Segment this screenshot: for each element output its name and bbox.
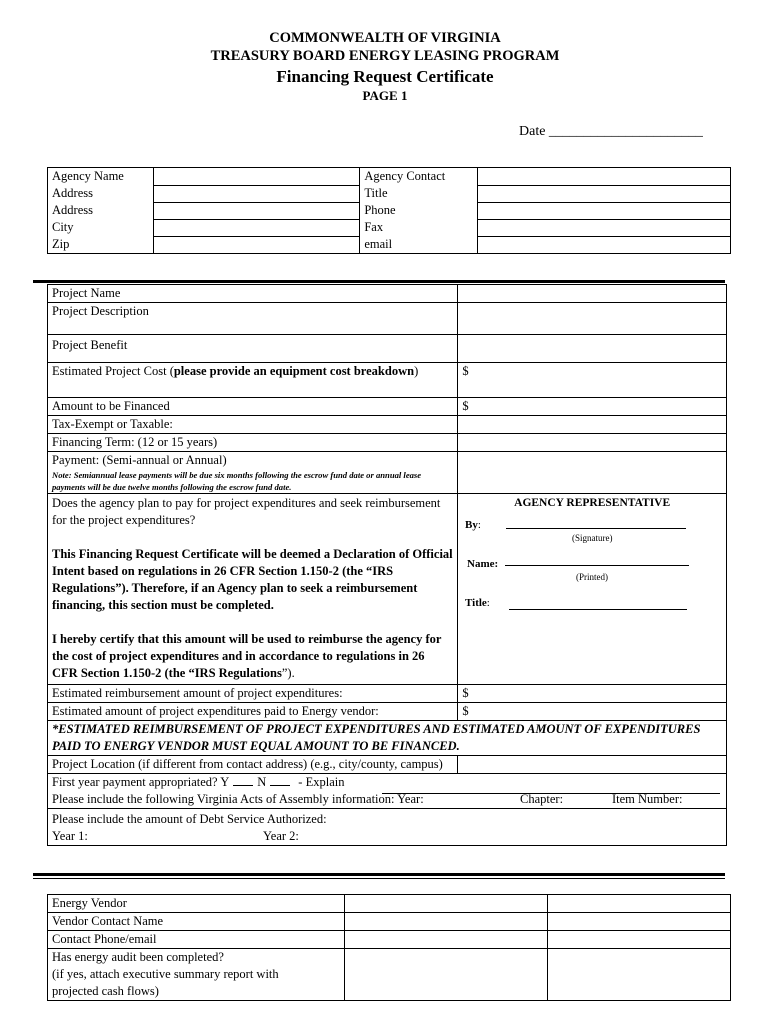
date-field[interactable]: Date ______________________	[519, 124, 703, 139]
audit-note-1: (if yes, attach executive summary report with	[52, 967, 279, 981]
vendor-contact-label: Vendor Contact Name	[48, 913, 345, 931]
cost-label-text: Estimated Project Cost (	[52, 364, 174, 378]
certification-bold: I hereby certify that this amount will be used to reimburse the agency for the cost of project expenditures and in accordance to regulations in 26 CFR Section 1.150-2 (the “IRS Regulations	[52, 632, 442, 680]
project-location-field[interactable]	[458, 756, 727, 774]
dollar-sign: $	[462, 399, 469, 413]
header-line1: COMMONWEALTH OF VIRGINIA	[269, 30, 501, 46]
city-field[interactable]	[154, 219, 360, 236]
title-field[interactable]	[477, 185, 730, 202]
title-colon: :	[486, 597, 490, 609]
vendor-contact-field-2[interactable]	[548, 913, 731, 931]
explain-line[interactable]	[382, 793, 720, 794]
header-line2: TREASURY BOARD ENERGY LEASING PROGRAM	[210, 48, 560, 64]
est-vendor-label: Estimated amount of project expenditures paid to Energy vendor:	[48, 703, 458, 721]
agency-name-field[interactable]	[154, 168, 360, 186]
vendor-contact-field[interactable]	[345, 913, 548, 931]
page-number: PAGE 1	[362, 88, 408, 103]
agency-representative-box	[458, 494, 727, 685]
project-cost-field[interactable]	[458, 363, 727, 398]
cost-label-bold: please provide an equipment cost breakdown	[173, 364, 415, 378]
email-field[interactable]	[477, 236, 730, 254]
phone-label: Phone	[360, 202, 478, 219]
by-text: By	[465, 519, 478, 531]
title-label-rep	[465, 597, 490, 609]
project-name-label: Project Name	[48, 285, 458, 303]
printed-name-line[interactable]	[505, 565, 689, 566]
financing-term-label: Financing Term: (12 or 15 years)	[48, 434, 458, 452]
signature-line[interactable]	[506, 528, 686, 529]
phone-field[interactable]	[477, 202, 730, 219]
est-vendor-field[interactable]	[458, 703, 727, 721]
agency-table	[47, 167, 731, 254]
audit-note-2: projected cash flows)	[52, 984, 159, 998]
debt-service-section	[48, 809, 727, 846]
by-label	[465, 519, 481, 531]
section-divider-thin	[33, 878, 725, 879]
amount-financed-field[interactable]	[458, 398, 727, 416]
zip-label: Zip	[48, 236, 154, 254]
tax-status-field[interactable]	[458, 416, 727, 434]
debt-service-label: Please include the amount of Debt Service Authorized:	[52, 812, 327, 826]
agency-contact-field[interactable]	[477, 168, 730, 186]
by-colon: :	[477, 519, 481, 531]
energy-vendor-field-2[interactable]	[548, 895, 731, 913]
reimbursement-warning: *ESTIMATED REIMBURSEMENT OF PROJECT EXPENDITURES AND ESTIMATED AMOUNT OF EXPENDITURES PAID TO ENERGY VENDOR MUST EQUAL AMOUNT TO BE FINANCED.	[48, 721, 727, 756]
dollar-sign: $	[462, 364, 469, 378]
signature-caption: (Signature)	[572, 533, 613, 543]
appropriation-section	[48, 774, 727, 809]
energy-audit-label	[48, 949, 345, 1001]
no-blank[interactable]	[270, 785, 290, 786]
payment-note: Note: Semiannual lease payments will be due six months following the escrow fund date or annual lease payments will be due twelve months following the escrow fund date.	[52, 470, 422, 492]
section-divider	[33, 280, 725, 283]
audit-question: Has energy audit been completed?	[52, 950, 224, 964]
agency-contact-label: Agency Contact	[360, 168, 478, 186]
reimbursement-section	[48, 494, 458, 685]
name-label: Name:	[467, 558, 499, 570]
project-description-label: Project Description	[48, 303, 458, 335]
first-year-label: First year payment appropriated? Y	[52, 775, 230, 789]
no-label: N	[257, 775, 267, 789]
form-title: Financing Request Certificate	[276, 67, 494, 86]
energy-audit-field[interactable]	[345, 949, 548, 1001]
payment-label	[48, 452, 458, 494]
acts-label: Please include the following Virginia Acts of Assembly information: Year:	[52, 792, 424, 806]
item-number-label: Item Number:	[612, 792, 683, 806]
first-year-line	[52, 774, 722, 791]
energy-vendor-label: Energy Vendor	[48, 895, 345, 913]
zip-field[interactable]	[154, 236, 360, 254]
vendor-table	[47, 894, 731, 1001]
cost-label-end: )	[414, 364, 419, 378]
fax-label: Fax	[360, 219, 478, 236]
project-benefit-field[interactable]	[458, 335, 727, 363]
project-description-field[interactable]	[458, 303, 727, 335]
title-line[interactable]	[509, 609, 687, 610]
address2-field[interactable]	[154, 202, 360, 219]
certification-end: ”).	[281, 666, 295, 680]
printed-caption: (Printed)	[576, 572, 608, 582]
address2-label: Address	[48, 202, 154, 219]
dollar-sign: $	[462, 704, 469, 718]
financing-term-field[interactable]	[458, 434, 727, 452]
declaration-text: This Financing Request Certificate will be deemed a Declaration of Official Intent based on regulations in 26 CFR Section 1.150-2 (the “IRS Regulations”). Therefore, if an Agency plan to seek a reimbursement financing, this section must be completed.	[52, 547, 453, 612]
agency-name-label: Agency Name	[48, 168, 154, 186]
email-label: email	[360, 236, 478, 254]
year1-label: Year 1:	[52, 829, 88, 843]
title-text: Title	[465, 597, 487, 609]
yes-blank[interactable]	[233, 785, 253, 786]
amount-financed-label: Amount to be Financed	[48, 398, 458, 416]
est-reimb-label: Estimated reimbursement amount of project expenditures:	[48, 685, 458, 703]
chapter-label: Chapter:	[520, 792, 564, 806]
payment-field[interactable]	[458, 452, 727, 494]
energy-vendor-field[interactable]	[345, 895, 548, 913]
project-cost-label	[48, 363, 458, 398]
energy-audit-field-2[interactable]	[548, 949, 731, 1001]
reimbursement-question: Does the agency plan to pay for project expenditures and seek reimbursement for the project expenditures?	[52, 496, 441, 527]
title-label: Title	[360, 185, 478, 202]
project-location-label: Project Location (if different from contact address) (e.g., city/county, campus)	[48, 756, 458, 774]
section-divider-2	[33, 873, 725, 876]
contact-phone-label: Contact Phone/email	[48, 931, 345, 949]
representative-title: AGENCY REPRESENTATIVE	[514, 497, 671, 509]
est-reimb-field[interactable]	[458, 685, 727, 703]
project-name-field[interactable]	[458, 285, 727, 303]
year2-label: Year 2:	[263, 829, 299, 843]
address1-label: Address	[48, 185, 154, 202]
contact-phone-field-2[interactable]	[548, 931, 731, 949]
contact-phone-field[interactable]	[345, 931, 548, 949]
explain-label: - Explain	[298, 775, 345, 789]
dollar-sign: $	[462, 686, 469, 700]
city-label: City	[48, 219, 154, 236]
address1-field[interactable]	[154, 185, 360, 202]
project-benefit-label: Project Benefit	[48, 335, 458, 363]
tax-status-label: Tax-Exempt or Taxable:	[48, 416, 458, 434]
payment-label-text: Payment: (Semi-annual or Annual)	[52, 453, 227, 467]
certification-text	[52, 631, 453, 682]
fax-field[interactable]	[477, 219, 730, 236]
